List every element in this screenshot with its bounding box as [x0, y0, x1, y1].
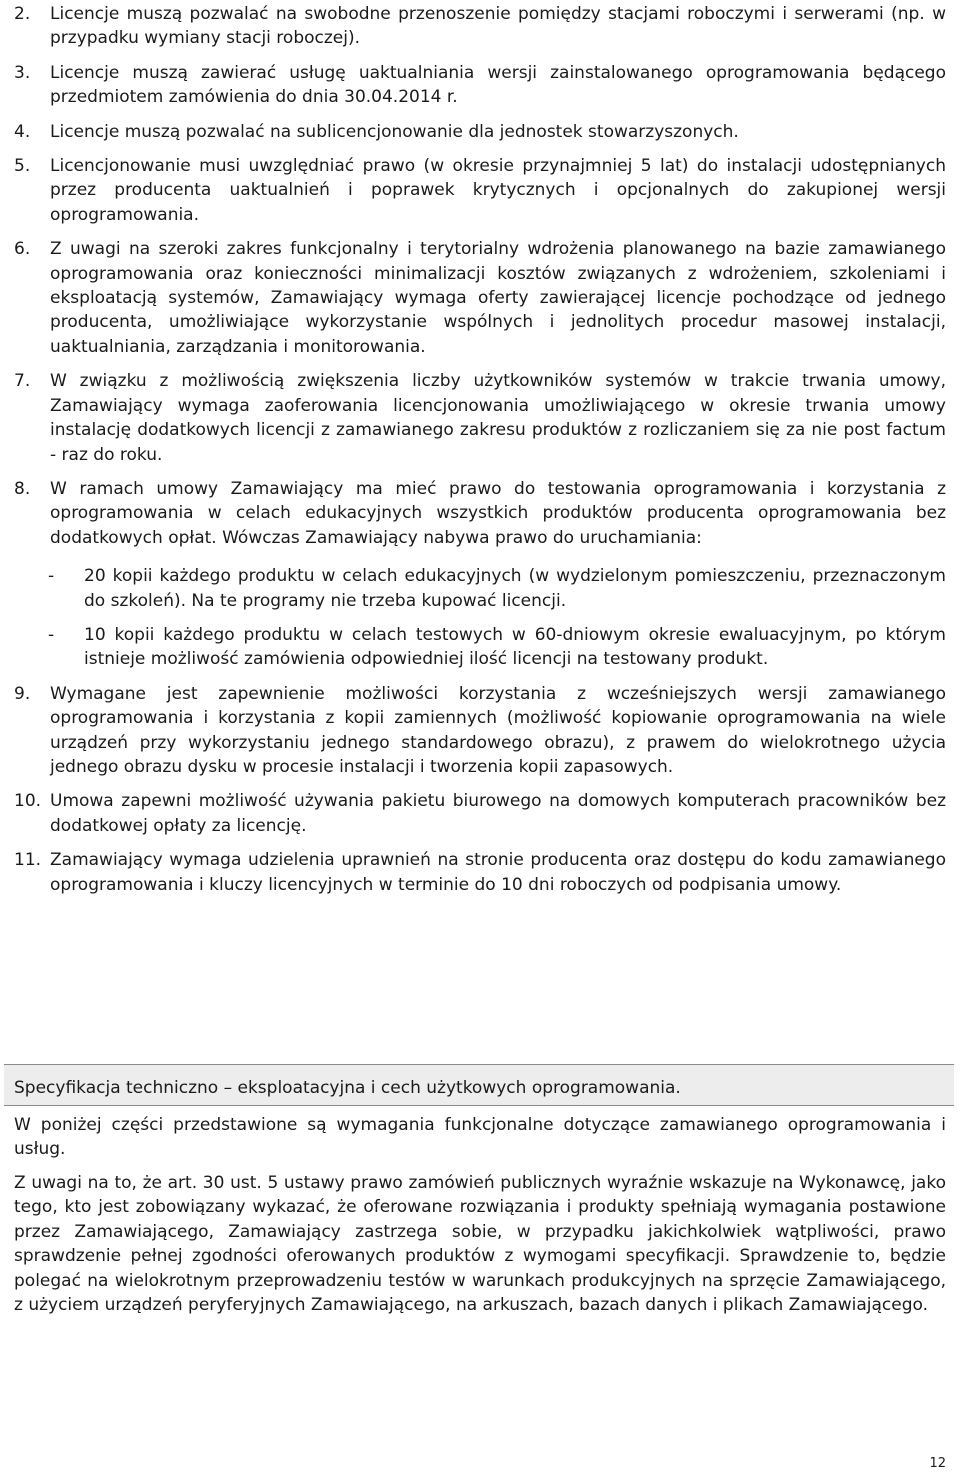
page-number: 12 [929, 1456, 946, 1471]
section-title: Specyfikacja techniczno – eksploatacyjna i cech użytkowych oprogramowania. [14, 1078, 681, 1098]
dash-bullet: - [48, 566, 55, 587]
sub-item-text: 10 kopii każdego produktu w celach testowych w 60-dniowym okresie ewaluacyjnym, po którym istnieje możliwość zamówienia odpowiedniej ilość licencji na testowany produkt. [84, 624, 946, 670]
list-item [14, 789, 946, 838]
list-item [14, 369, 946, 467]
item-number: 11. [14, 850, 42, 871]
item-number: 8. [14, 478, 31, 499]
list-item [14, 61, 946, 110]
sub-item-text: 20 kopii każdego produktu w celach edukacyjnych (w wydzielonym pomieszczeniu, przeznaczonym do szkoleń). Na te programy nie trzeba kupować licencji. [84, 566, 946, 611]
sub-list-item [48, 623, 946, 672]
intro-paragraph: W poniżej części przedstawione są wymagania funkcjonalne dotyczące zamawianego oprogramowania i usług. [14, 1115, 946, 1160]
list-item [14, 848, 946, 897]
item-text: Z uwagi na szeroki zakres funkcjonalny i terytorialny wdrożenia planowanego na bazie zamawianego oprogramowania oraz konieczności minimalizacji kosztów związanych z wdrożeniem, szkoleniami i eksploatacją systemów, Zamawiający wymaga oferty zawierającej licencje pochodzące od jednego producenta, umożliwiające wykorzystanie wspólnych i jednolitych procedur masowej instalacji, uaktualniania, zarządzania i monitorowania. [50, 239, 946, 357]
item-number: 6. [14, 239, 31, 260]
list-item [14, 120, 946, 144]
item-text: Licencjonowanie musi uwzględniać prawo (w okresie przynajmniej 5 lat) do instalacji udostępnianych przez producenta uaktualnień i poprawek krytycznych i opcjonalnych do zakupionej wersji oprogramowania. [50, 156, 946, 225]
item-number: 7. [14, 371, 31, 392]
item-number: 3. [14, 62, 31, 83]
body-paragraph: Z uwagi na to, że art. 30 ust. 5 ustawy prawo zamówień publicznych wyraźnie wskazuje na Wykonawcę, jako tego, kto jest zobowiązany wykazać, że oferowane rozwiązania i produkty spełniają wymagania postawione przez Zamawiającego, Zamawiający zastrzega sobie, w przypadku jakichkolwiek wątpliwości, prawo sprawdzenie pełnej zgodności oferowanych produktów z wymogami specyfikacji. Sprawdzenie to, będzie polegać na wielokrotnym przeprowadzeniu testów w warunkach produkcyjnych na sprzęcie Zamawiającego, z użyciem urządzeń peryferyjnych Zamawiającego, na arkuszach, bazach danych i plikach Zamawiającego. [14, 1173, 946, 1316]
item-text: W związku z możliwością zwiększenia liczby użytkowników systemów w trakcie trwania umowy, Zamawiający wymaga zaoferowania licencjonowania umożliwiającego w okresie trwania umowy instalację dodatkowych licencji z zamawianego zakresu produktów z rozliczaniem się za nie post factum - raz do roku. [50, 371, 946, 465]
list-item [14, 237, 946, 359]
dash-bullet: - [48, 624, 55, 645]
item-text: Zamawiający wymaga udzielenia uprawnień na stronie producenta oraz dostępu do kodu zamawianego oprogramowania i kluczy licencyjnych w terminie do 10 dni roboczych od podpisania umowy. [50, 850, 946, 895]
item-text: Licencje muszą pozwalać na swobodne przenoszenie pomiędzy stacjami roboczymi i serwerami (np. w przypadku wymiany stacji roboczej). [50, 4, 946, 49]
item-number: 9. [14, 683, 31, 704]
list-item [14, 154, 946, 227]
sub-list-item [48, 564, 946, 613]
item-number: 10. [14, 791, 42, 812]
list-item [14, 682, 946, 780]
list-item [14, 2, 946, 51]
item-number: 4. [14, 121, 31, 142]
item-text: Umowa zapewni możliwość używania pakietu biurowego na domowych komputerach pracowników bez dodatkowej opłaty za licencję. [50, 791, 946, 836]
item-text: Licencje muszą zawierać usługę uaktualniania wersji zainstalowanego oprogramowania będącego przedmiotem zamówienia do dnia 30.04.2014 r. [50, 62, 946, 108]
list-item [14, 477, 946, 550]
item-number: 2. [14, 4, 31, 24]
requirements-list [14, 0, 946, 907]
item-text: Licencje muszą pozwalać na sublicencjonowanie dla jednostek stowarzyszonych. [50, 121, 739, 142]
item-number: 5. [14, 156, 31, 177]
item-text: W ramach umowy Zamawiający ma mieć prawo do testowania oprogramowania i korzystania z oprogramowania w celach edukacyjnych wszystkich produktów producenta oprogramowania bez dodatkowych opłat. Wówczas Zamawiający nabywa prawo do uruchamiania: [50, 478, 946, 548]
item-text: Wymagane jest zapewnienie możliwości korzystania z wcześniejszych wersji zamawianego oprogramowania i korzystania z kopii zamiennych (możliwość kopiowanie oprogramowania na wiele urządzeń przy wykorzystaniu jednego standardowego obrazu), z prawem do wielokrotnego użycia jednego obrazu dysku w procesie instalacji i tworzenia kopii zapasowych. [50, 683, 946, 777]
